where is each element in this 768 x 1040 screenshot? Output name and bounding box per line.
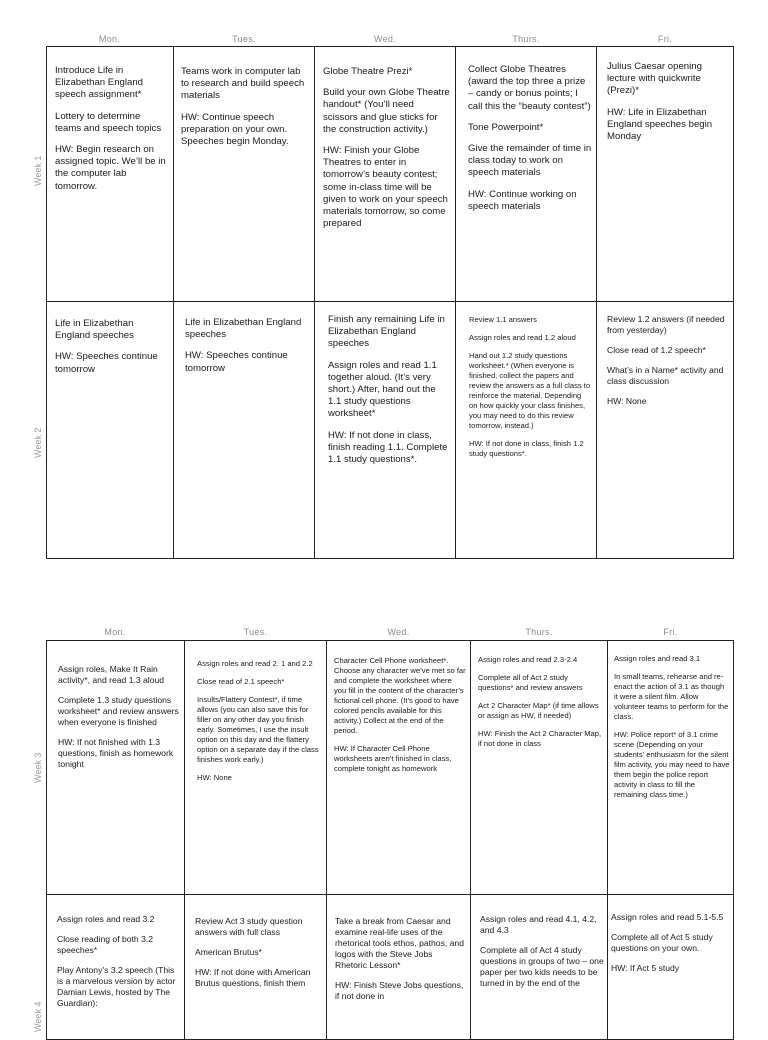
- cell-text: Review 1.1 answers: [469, 315, 537, 324]
- cell-week2-wed: [328, 314, 451, 546]
- cell-text: HW: Continue speech preparation on your own. Speeches begin Monday.: [181, 111, 289, 148]
- cell-text: Review 1.2 answers (if needed from yesterday): [607, 314, 725, 335]
- cell-week3-wed: [334, 656, 466, 888]
- cell-text: HW: If not done with American Brutus questions, finish them: [195, 967, 311, 988]
- cell-week2-fri: [607, 314, 730, 546]
- cell-text: Insults/Flattery Contest*, if time allows (you can also save this for filler on any other day you finish early. Sometimes, I use the insult option on this day and the flattery option on a separate day if the class finishes work early.): [197, 695, 319, 764]
- cell-text: Complete all of Act 5 study questions on your own.: [611, 932, 713, 953]
- grid-divider: [47, 301, 733, 302]
- cell-week4-thu: [480, 914, 605, 1024]
- cell-week1-tue: [181, 66, 311, 298]
- week-label-3: Week 3: [33, 752, 43, 783]
- cell-text: Lottery to determine teams and speech topics: [55, 110, 162, 134]
- cell-text: Life in Elizabethan England speeches: [185, 317, 302, 341]
- grid-divider: [314, 47, 315, 558]
- cell-text: Introduce Life in Elizabethan England speech assignment*: [55, 65, 144, 101]
- cell-week4-tue: [195, 916, 323, 1024]
- cell-week1-thu: [468, 64, 592, 296]
- cell-text: Globe Theatre Prezi*: [323, 66, 413, 77]
- cell-text: Tone Powerpoint*: [468, 121, 544, 133]
- cell-text: Finish any remaining Life in Elizabethan England speeches: [328, 314, 445, 350]
- cell-text: HW: Finish Steve Jobs questions, if not done in: [335, 980, 464, 1001]
- cell-text: Assign roles and read 5.1-5.5: [611, 912, 724, 922]
- cell-text: Assign roles, Make It Rain activity*, and read 1.3 aloud: [58, 664, 165, 685]
- cell-text: Assign roles and read 1.2 aloud: [469, 333, 576, 342]
- cell-text: HW: If not finished with 1.3 questions, finish as homework tonight: [58, 737, 174, 769]
- grid-divider: [596, 47, 597, 558]
- cell-text: HW: None: [607, 396, 647, 406]
- day-header-tue: Tues.: [232, 34, 256, 44]
- cell-week4-mon: [57, 914, 181, 1024]
- cell-text: In small teams, rehearse and re-enact the action of 3.1 as though it were a silent film. Allow volunteer teams to perform for the class.: [614, 672, 729, 721]
- cell-week3-mon: [58, 664, 180, 890]
- cell-week2-tue: [185, 317, 310, 549]
- cell-week3-fri: [614, 654, 730, 890]
- cell-text: HW: Speeches continue tomorrow: [185, 350, 288, 374]
- cell-week4-fri: [611, 912, 730, 1024]
- grid-divider: [470, 641, 471, 1039]
- grid-divider: [455, 47, 456, 558]
- cell-text: HW: Finish the Act 2 Character Map, if not done in class: [478, 729, 602, 748]
- cell-text: Complete all of Act 4 study questions in groups of two – one paper per two kids needs to be turned in by the end of the: [480, 945, 604, 988]
- cell-week3-tue: [197, 659, 322, 891]
- cell-text: Review Act 3 study question answers with full class: [195, 916, 303, 937]
- cell-text: What’s in a Name* activity and class discussion: [607, 365, 724, 386]
- cell-week3-thu: [478, 655, 603, 887]
- cell-text: Assign roles and read 2. 1 and 2.2: [197, 659, 313, 668]
- cell-text: Complete all of Act 2 study questions* and review answers: [478, 673, 583, 692]
- grid-divider: [184, 641, 185, 1039]
- cell-text: Teams work in computer lab to research and build speech materials: [181, 66, 305, 102]
- cell-text: HW: If Act 5 study: [611, 963, 680, 973]
- cell-text: Play Antony’s 3.2 speech (This is a marvelous version by actor Damian Lewis, hosted by The Guardian):: [57, 965, 176, 1008]
- week-label-1: Week 1: [33, 155, 43, 186]
- cell-text: HW: Continue working on speech materials: [468, 188, 577, 212]
- day-header-fri: Fri.: [663, 627, 678, 637]
- day-header-mon: Mon.: [104, 627, 126, 637]
- day-header-mon: Mon.: [98, 34, 121, 44]
- cell-text: Assign roles and read 1.1 together aloud. (It’s very short.) After, hand out the 1.1 study questions worksheet*: [328, 359, 437, 420]
- cell-text: Complete 1.3 study questions worksheet* and review answers when everyone is finished: [58, 695, 179, 727]
- cell-text: Collect Globe Theatres (award the top three a prize – candy or bonus points; I call this the “beauty contest”): [468, 64, 591, 112]
- cell-week2-thu: [469, 315, 591, 551]
- cell-week4-wed: [335, 916, 466, 1024]
- cell-text: Build your own Globe Theatre handout* (You’ll need scissors and glue sticks for the construction activity.): [323, 87, 450, 135]
- cell-text: Julius Caesar opening lecture with quickwrite (Prezi)*: [607, 61, 702, 97]
- day-header-wed: Wed.: [373, 34, 397, 44]
- cell-text: Close reading of both 3.2 speeches*: [57, 934, 154, 955]
- cell-text: Take a break from Caesar and examine real-life uses of the rhetorical tools ethos, pathos, and logos with the Steve Jobs Rhetoric Lesson*: [335, 916, 464, 970]
- cell-text: HW: Finish your Globe Theatres to enter in tomorrow’s beauty contest; some in-class time will be given to work on your speech materials tomorrow, so come prepared: [323, 145, 448, 230]
- cell-text: Hand out 1.2 study questions worksheet.* (When everyone is finished, collect the papers and review the answers as a full class to reinforce the material. Depending on how quickly your class finishes, you may need to do this review tomorrow, instead.): [469, 351, 591, 430]
- week-label-4: Week 4: [33, 1001, 43, 1032]
- week-label-2: Week 2: [33, 427, 43, 458]
- cell-text: HW: None: [197, 773, 232, 782]
- cell-week1-fri: [607, 61, 729, 293]
- cell-text: HW: Begin research on assigned topic. We’ll be in the computer lab tomorrow.: [55, 144, 166, 192]
- day-header-thu: Thurs.: [525, 627, 553, 637]
- cell-text: Life in Elizabethan England speeches: [55, 318, 134, 342]
- cell-week1-mon: [55, 65, 169, 297]
- cell-week1-wed: [323, 66, 450, 298]
- grid-divider: [173, 47, 174, 558]
- cell-text: Assign roles and read 3.1: [614, 654, 701, 663]
- day-header-thu: Thurs.: [512, 34, 540, 44]
- cell-text: HW: If not done in class, finish reading 1.1. Complete 1.1 study questions*.: [328, 429, 448, 466]
- cell-text: Give the remainder of time in class today to work on speech materials: [468, 143, 592, 179]
- cell-text: Assign roles and read 2.3-2.4: [478, 655, 578, 664]
- cell-text: HW: Police report* of 3.1 crime scene (Depending on your students’ enthusiasm for the silent film activity, you may need to have them begin the police report activity in class to fill the remaining class time.): [614, 730, 730, 799]
- day-header-wed: Wed.: [387, 627, 410, 637]
- cell-text: HW: If not done in class, finish 1.2 study questions*.: [469, 439, 584, 458]
- cell-text: HW: Speeches continue tomorrow: [55, 351, 158, 375]
- cell-text: Act 2 Character Map* (if time allows or assign as HW, if needed): [478, 701, 599, 720]
- day-header-fri: Fri.: [657, 34, 673, 44]
- grid-divider: [326, 641, 327, 1039]
- day-header-tue: Tues.: [243, 627, 268, 637]
- grid-divider: [607, 641, 608, 1039]
- cell-text: HW: If Character Cell Phone worksheets aren’t finished in class, complete tonight as homework: [334, 744, 452, 773]
- cell-week2-mon: [55, 318, 169, 550]
- cell-text: Character Cell Phone worksheet*. Choose any character we’ve met so far and complete the worksheet where you fill in the content of the character’s fictional cell phone. (It’s good to have colored pencils available for this activity.) Collect at the end of the period.: [334, 656, 466, 735]
- cell-text: Close read of 2.1 speech*: [197, 677, 285, 686]
- cell-text: Close read of 1.2 speech*: [607, 345, 706, 355]
- grid-divider: [47, 894, 733, 895]
- cell-text: HW: Life in Elizabethan England speeches begin Monday: [607, 106, 713, 143]
- cell-text: American Brutus*: [195, 947, 262, 957]
- cell-text: Assign roles and read 4.1, 4.2, and 4.3: [480, 914, 597, 935]
- cell-text: Assign roles and read 3.2: [57, 914, 155, 924]
